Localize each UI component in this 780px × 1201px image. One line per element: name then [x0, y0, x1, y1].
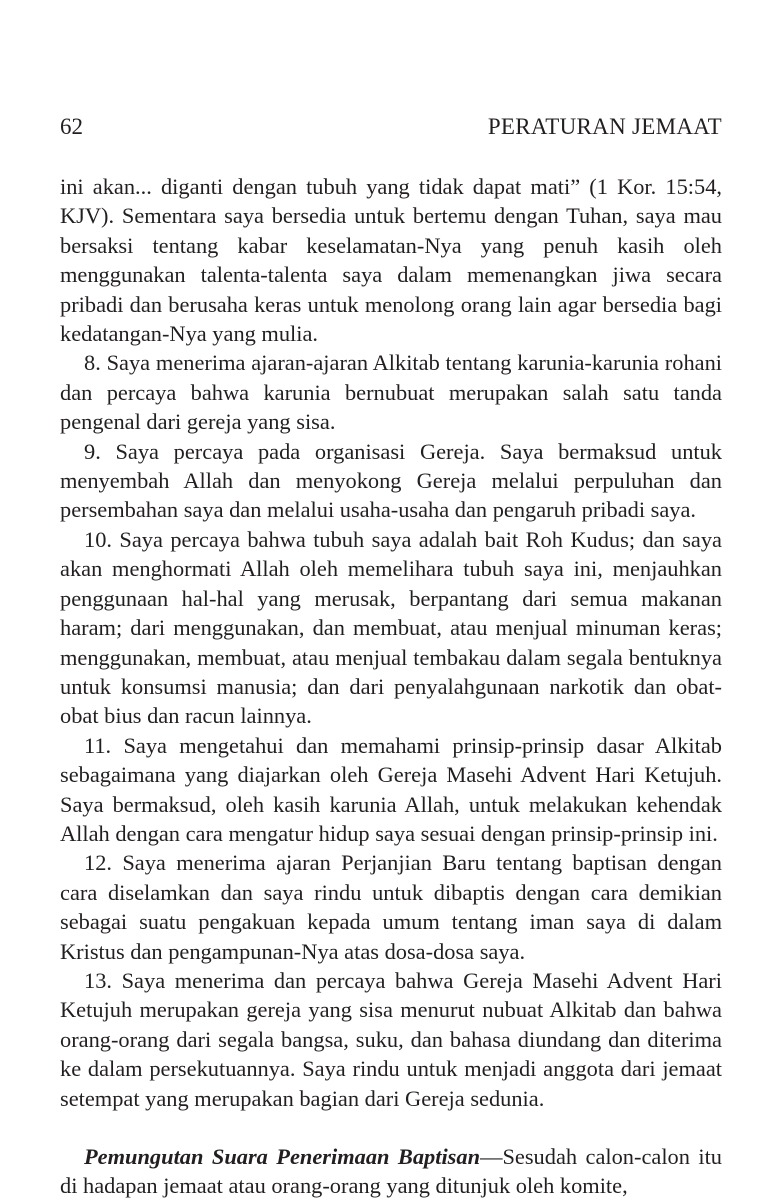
paragraph-item-12: 12. Saya menerima ajaran Perjanjian Baru tentang baptisan dengan cara diselamkan dan saya rindu untuk dibaptis dengan cara demikian sebagai suatu pengakuan kepada umum tentang iman saya di dalam Kristus dan pengampunan-Nya atas dosa-dosa saya. — [60, 850, 722, 964]
section-heading: Pemungutan Suara Penerimaan Baptisan — [84, 1144, 481, 1169]
running-title: PERATURAN JEMAAT — [487, 114, 722, 139]
paragraph-item-11: 11. Saya mengetahui dan memahami prinsip-prinsip dasar Alkitab sebagaimana yang diajarkan oleh Gereja Masehi Advent Hari Ketujuh. Saya bermaksud, oleh kasih karunia Allah, untuk melakukan kehendak Allah dengan cara mengatur hidup saya sesuai dengan prinsip-prinsip ini. — [60, 732, 722, 846]
section-text: —Sesudah calon-calon itu di hadapan jemaat atau orang-orang yang ditunjuk oleh komite, — [60, 1144, 722, 1199]
page-number: 62 — [60, 114, 83, 139]
paragraph-item-9: 9. Saya percaya pada organisasi Gereja. Saya bermaksud untuk menyembah Allah dan menyokong Gereja melalui perpuluhan dan persembahan saya dan melalui usaha-usaha dan pengaruh pribadi saya. — [60, 438, 722, 523]
body-text — [60, 172, 722, 1201]
paragraph-item-10: 10. Saya percaya bahwa tubuh saya adalah bait Roh Kudus; dan saya akan menghormati Allah oleh memelihara tubuh saya ini, menjauhkan penggunaan hal-hal yang merusak, berpantang dari semua makanan haram; dari menggunakan, dan membuat, atau menjual minuman keras; menggunakan, membuat, atau menjual tembakau dalam segala bentuknya untuk konsumsi manusia; dan dari penyalahgunaan narkotik dan obat-obat bius dan racun lainnya. — [60, 526, 722, 729]
paragraph-item-13: 13. Saya menerima dan percaya bahwa Gereja Masehi Advent Hari Ketujuh merupakan gereja yang sisa menurut nubuat Alkitab dan bahwa orang-orang dari segala bangsa, suku, dan bahasa diundang dan diterima ke dalam persekutuannya. Saya rindu untuk menjadi anggota dari jemaat setempat yang merupakan bagian dari Gereja sedunia. — [60, 967, 722, 1111]
section-paragraph — [60, 1142, 722, 1201]
book-page — [60, 0, 722, 1200]
paragraph-item-8: 8. Saya menerima ajaran-ajaran Alkitab tentang karunia-karunia rohani dan percaya bahwa karunia bernubuat merupakan salah satu tanda pengenal dari gereja yang sisa. — [60, 350, 722, 435]
paragraph-continuation: ini akan... diganti dengan tubuh yang tidak dapat mati” (1 Kor. 15:54, KJV). Sementara saya bersedia untuk bertemu dengan Tuhan, saya mau bersaksi tentang kabar keselamatan-Nya yang penuh kasih oleh menggunakan talenta-talenta saya dalam memenangkan jiwa secara pribadi dan berusaha keras untuk menolong orang lain agar bersedia bagi kedatangan-Nya yang mulia. — [60, 174, 722, 347]
